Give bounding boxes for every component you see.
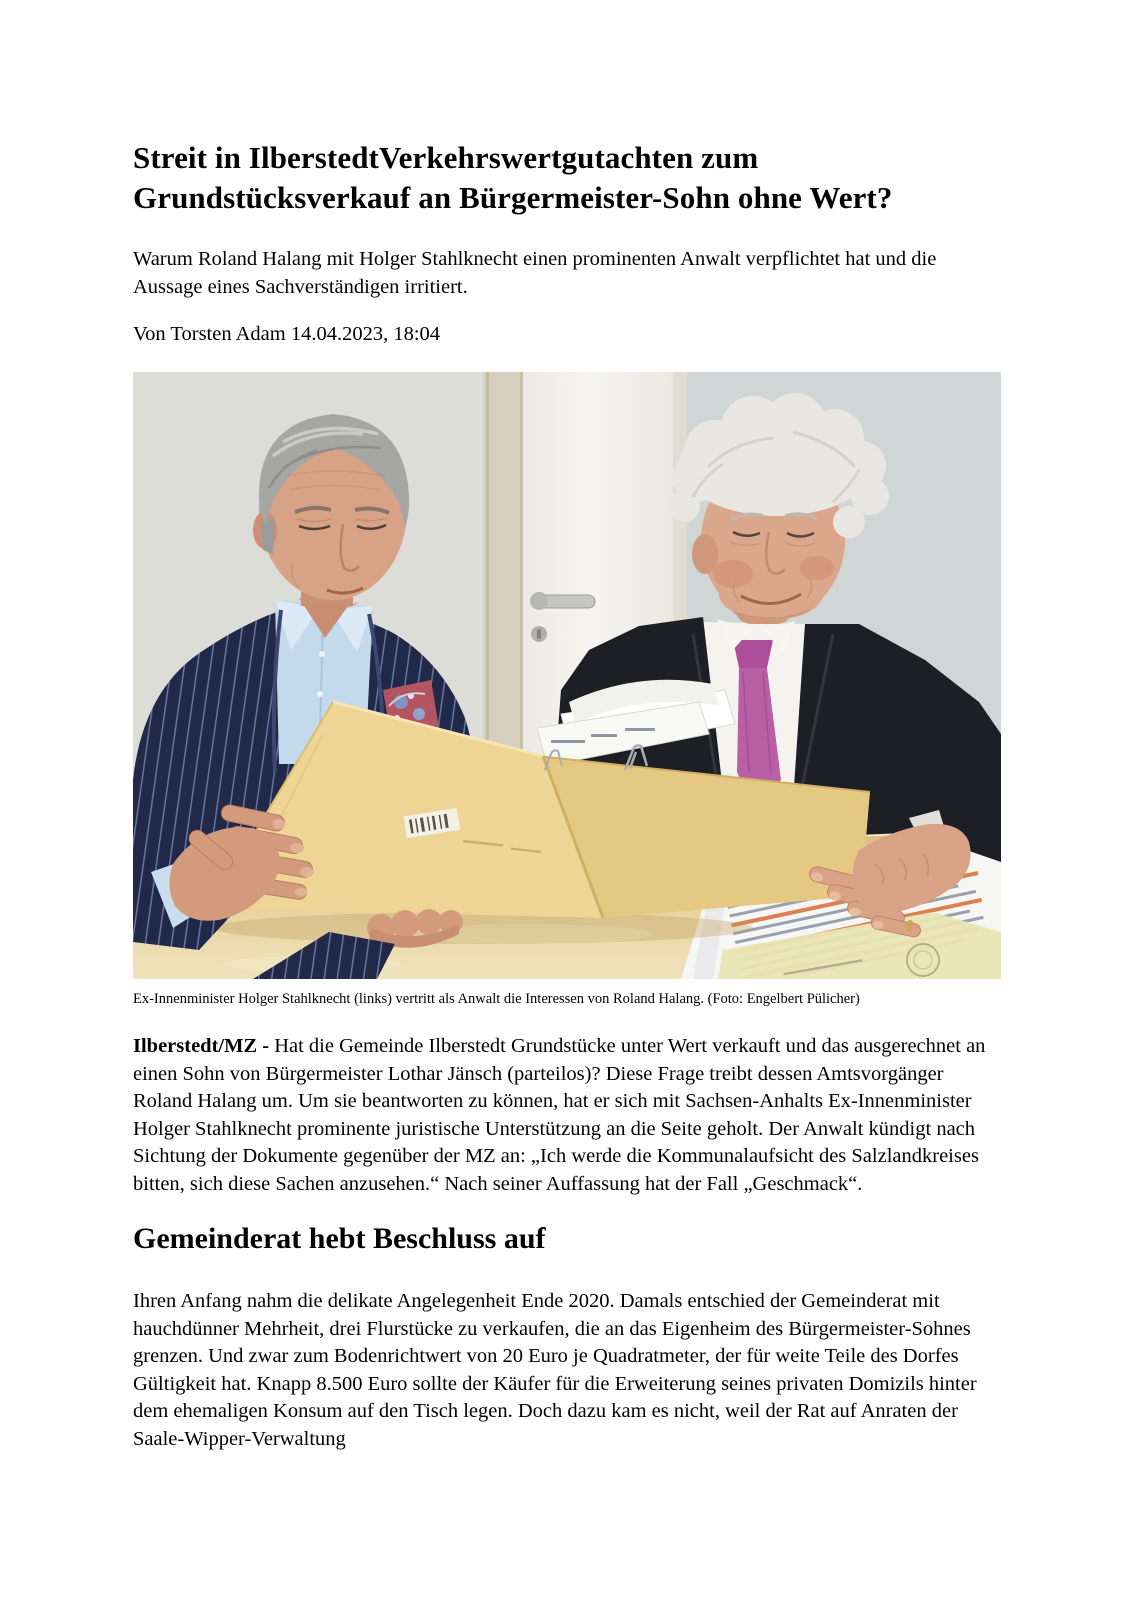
body-paragraph: Ihren Anfang nahm die delikate Angelegenheit Ende 2020. Damals entschied der Gemeinderat mit hauchdünner Mehrheit, drei Flurstücke zu verkaufen, die an das Eigenheim des Bürgermeister-Sohnes grenzen. Und zwar zum Bodenrichtwert von 20 Euro je Quadratmeter, der für weite Teile des Dorfes Gültigkeit hat. Knapp 8.500 Euro sollte der Käufer für die Erweiterung seines privaten Domizils hinter dem ehemaligen Konsum auf den Tisch legen. Doch dazu kam es nicht, weil der Rat auf Anraten der Saale-Wipper-Verwaltung: [133, 1290, 977, 1450]
lead-paragraph-text: Hat die Gemeinde Ilberstedt Grundstücke unter Wert verkauft und das ausgerechnet an einen Sohn von Bürgermeister Lothar Jänsch (parteilos)? Diese Frage treibt dessen Amtsvorgänger Roland Halang um. Um sie beantworten zu können, hat er sich mit Sachsen-Anhalts Ex-Innenminister Holger Stahlknecht prominente juristische Unterstützung an die Seite geholt. Der Anwalt kündigt nach Sichtung der Dokumente gegenüber der MZ an: „Ich werde die Kommunalaufsicht des Salzlandkreises bitten, sich diese Sachen anzusehen.“ Nach seiner Auffassung hat der Fall „Geschmack“.: [133, 1035, 986, 1195]
lead-paragraph: [133, 1033, 1001, 1198]
byline: Von Torsten Adam 14.04.2023, 18:04: [133, 323, 441, 345]
article-photo: [133, 372, 1001, 979]
headline: Streit in IlberstedtVerkehrswertgutachten zum Grundstücksverkauf an Bürgermeister-Sohn ohne Wert?: [133, 140, 893, 215]
lead-location: Ilberstedt/MZ -: [133, 1035, 275, 1057]
subtitle: Warum Roland Halang mit Holger Stahlknecht einen prominenten Anwalt verpflichtet hat und die Aussage eines Sachverständigen irritiert.: [133, 248, 937, 298]
photo-caption: Ex-Innenminister Holger Stahlknecht (links) vertritt als Anwalt die Interessen von Roland Halang. (Foto: Engelbert Pülicher): [133, 991, 860, 1007]
section-heading: Gemeinderat hebt Beschluss auf: [133, 1222, 546, 1255]
article: [133, 138, 1001, 1453]
article-figure: [133, 372, 1001, 1009]
